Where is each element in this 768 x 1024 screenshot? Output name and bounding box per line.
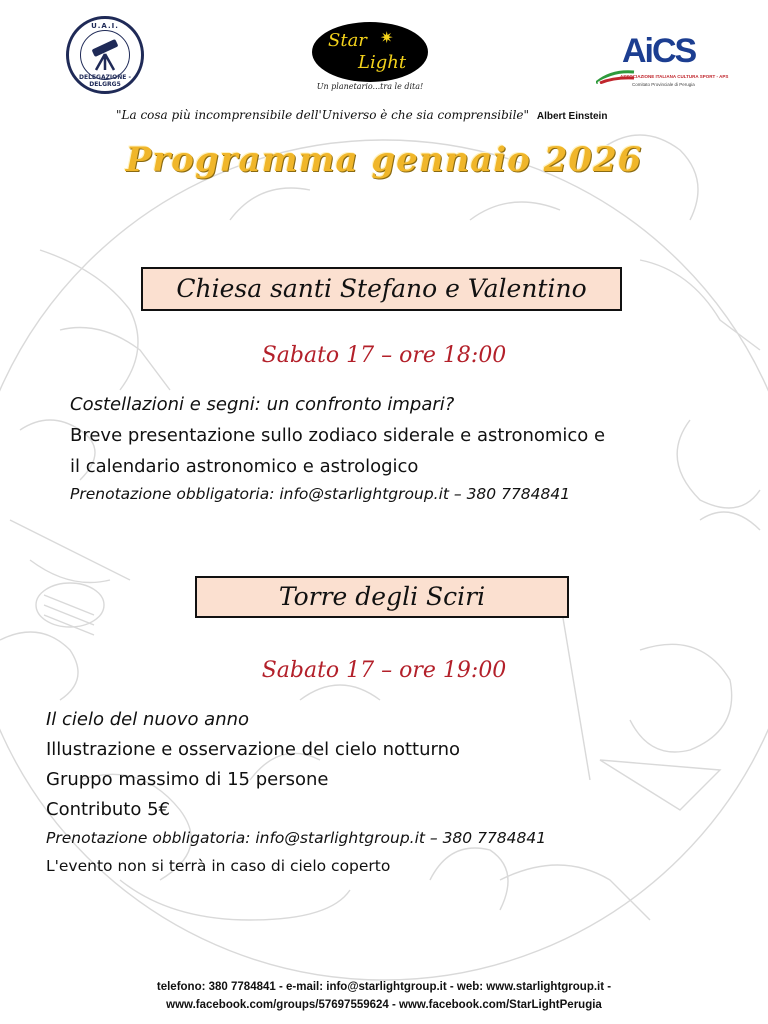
quote-author: Albert Einstein bbox=[536, 111, 608, 122]
footer-line-2: www.facebook.com/groups/57697559624 - www.facebook.com/StarLightPerugia bbox=[166, 999, 602, 1011]
event-1-description-line-1: Breve presentazione sullo zodiaco siderale e astronomico e bbox=[70, 425, 606, 446]
page-title: Programma gennaio 2026 bbox=[125, 140, 643, 180]
event-2-fee: Contributo 5€ bbox=[46, 799, 170, 820]
event-time-2: Sabato 17 – ore 19:00 bbox=[261, 658, 507, 683]
starlight-logo-light-word: Light bbox=[358, 52, 407, 73]
event-time-1: Sabato 17 – ore 18:00 bbox=[261, 343, 507, 368]
venue-box-torre: Torre degli Sciri bbox=[195, 576, 569, 618]
venue-box-chiesa: Chiesa santi Stefano e Valentino bbox=[141, 267, 622, 311]
aics-logo bbox=[596, 32, 729, 92]
aics-wordmark: AiCS bbox=[622, 32, 696, 70]
event-2-booking: Prenotazione obbligatoria: info@starlightgroup.it – 380 7784841 bbox=[46, 829, 547, 847]
event-2-group-size: Gruppo massimo di 15 persone bbox=[46, 769, 329, 790]
starlight-logo-star-word: Star bbox=[328, 30, 367, 51]
starlight-logo bbox=[308, 22, 432, 92]
starlight-tagline: Un planetario...tra le dita! bbox=[316, 82, 424, 91]
telescope-icon bbox=[86, 36, 124, 74]
event-2-weather-note: L'evento non si terrà in caso di cielo coperto bbox=[46, 857, 391, 875]
event-2-description: Illustrazione e osservazione del cielo notturno bbox=[46, 739, 461, 760]
event-1-subtitle: Costellazioni e segni: un confronto impari? bbox=[70, 394, 455, 415]
footer-contacts bbox=[0, 978, 768, 1014]
uai-logo-bottom-text: DELEGAZIONE - DELGRG5 bbox=[79, 74, 131, 88]
einstein-quote bbox=[116, 108, 676, 122]
footer-line-1: telefono: 380 7784841 - e-mail: info@starlightgroup.it - web: www.starlightgroup.it - bbox=[156, 981, 612, 993]
uai-logo bbox=[66, 16, 144, 94]
event-1-description-line-2: il calendario astronomico e astrologico bbox=[70, 456, 419, 477]
aics-subtitle: ASSOCIAZIONE ITALIANA CULTURA SPORT - APS bbox=[620, 74, 729, 79]
event-2-subtitle: Il cielo del nuovo anno bbox=[46, 709, 250, 730]
uai-logo-top-text: U.A.I. bbox=[91, 22, 119, 30]
quote-text: "La cosa più incomprensibile dell'Universo è che sia comprensibile" bbox=[116, 108, 530, 122]
event-1-booking: Prenotazione obbligatoria: info@starlightgroup.it – 380 7784841 bbox=[70, 485, 571, 503]
star-icon: ✷ bbox=[380, 28, 394, 47]
aics-subtitle-committee: Comitato Provinciale di Perugia bbox=[632, 82, 695, 87]
